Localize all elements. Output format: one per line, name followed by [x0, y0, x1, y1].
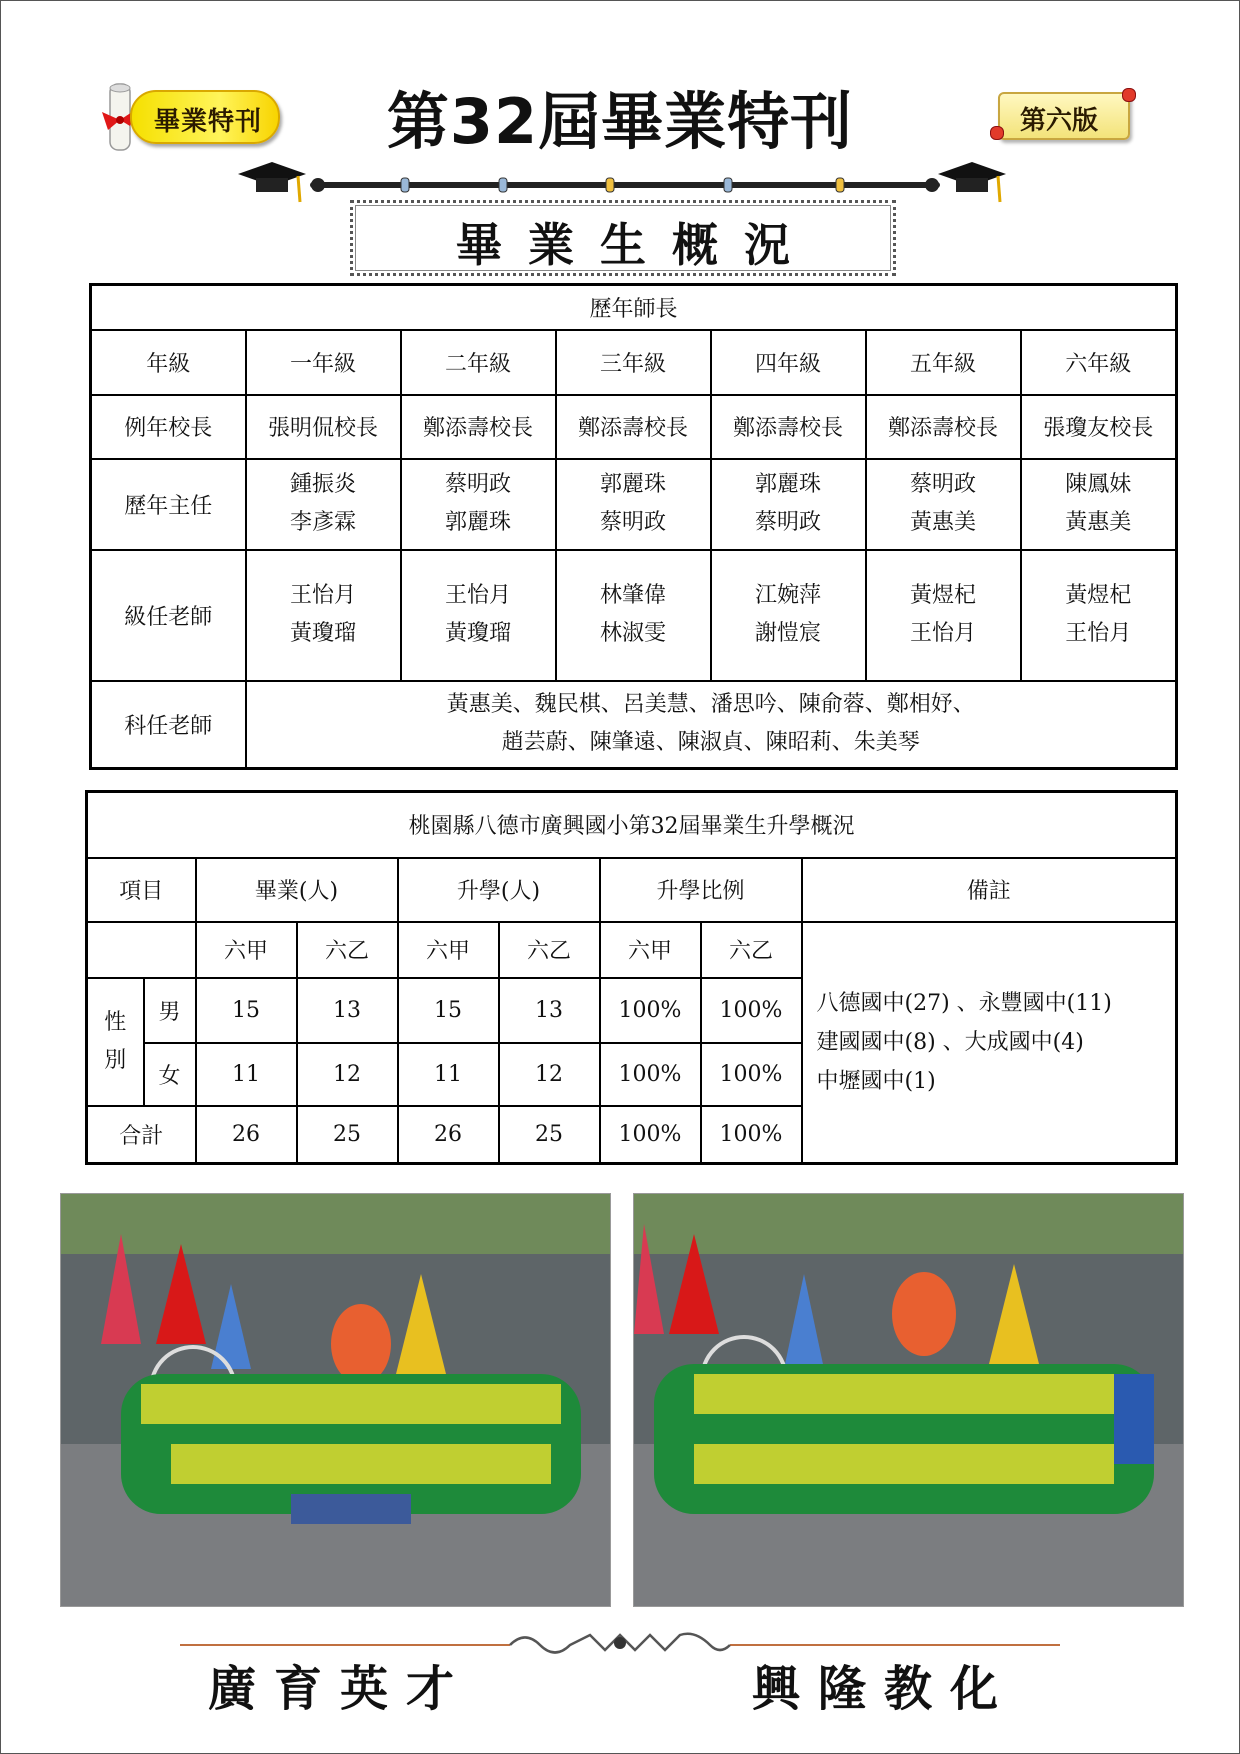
class-b-header: 六乙 — [499, 922, 600, 978]
female-value: 11 — [398, 1043, 499, 1106]
grade-header: 三年級 — [556, 330, 711, 395]
total-value: 25 — [499, 1106, 600, 1164]
director-cell — [401, 459, 556, 550]
note-line: 八德國中(27) 、永豐國中(11) — [816, 990, 1112, 1016]
class-teacher-cell — [556, 550, 711, 681]
total-value: 25 — [297, 1106, 398, 1164]
subject-teachers-line: 黃惠美、魏民棋、呂美慧、潘思吟、陳俞蓉、鄭相妤、 — [446, 692, 975, 718]
female-value: 100% — [600, 1043, 701, 1106]
grade-header: 一年級 — [246, 330, 401, 395]
director-cell — [1021, 459, 1177, 550]
class-teacher-name: 謝愷宸 — [754, 621, 821, 646]
graduates-table — [85, 790, 1178, 1165]
director-cell — [711, 459, 866, 550]
class-photo-left — [60, 1193, 611, 1607]
male-value: 13 — [499, 978, 600, 1043]
principal-cell: 鄭添壽校長 — [401, 395, 556, 459]
director-name: 蔡明政 — [444, 472, 511, 497]
group-photo-image — [61, 1194, 610, 1606]
class-teacher-name: 黃煜杞 — [909, 583, 976, 608]
total-value: 100% — [701, 1106, 802, 1164]
grade-label: 年級 — [91, 330, 246, 395]
class-a-header: 六甲 — [196, 922, 297, 978]
class-teacher-cell — [1021, 550, 1177, 681]
footer-motto-left: 廣育英才 — [208, 1661, 473, 1717]
total-value: 100% — [600, 1106, 701, 1164]
director-cell — [556, 459, 711, 550]
principal-cell: 鄭添壽校長 — [711, 395, 866, 459]
graduation-cap-icon — [238, 162, 306, 202]
director-name: 蔡明政 — [909, 472, 976, 497]
class-teacher-name: 江婉萍 — [754, 583, 821, 608]
subject-teacher-label: 科任老師 — [91, 681, 246, 769]
badge-plate — [998, 92, 1130, 140]
total-label: 合計 — [87, 1106, 196, 1164]
director-name: 郭麗珠 — [754, 472, 821, 497]
director-name: 黃惠美 — [909, 510, 976, 535]
class-teacher-name: 王怡月 — [1065, 621, 1132, 646]
class-photo-right — [633, 1193, 1184, 1607]
class-teacher-cell — [866, 550, 1021, 681]
female-label: 女 — [144, 1043, 196, 1106]
gender-label-char: 別 — [104, 1047, 127, 1073]
grade-header: 四年級 — [711, 330, 866, 395]
director-name: 蔡明政 — [599, 510, 666, 535]
special-issue-badge — [100, 82, 278, 142]
director-name: 鍾振炎 — [289, 472, 356, 497]
class-teacher-cell — [711, 550, 866, 681]
principal-cell: 張瓊友校長 — [1021, 395, 1177, 459]
page-number-badge — [990, 86, 1150, 144]
footer-motto-right: 興隆教化 — [752, 1661, 1017, 1717]
badge-left-text: 畢業特刊 — [154, 107, 263, 137]
note-header: 備註 — [802, 858, 1177, 922]
class-a-header: 六甲 — [600, 922, 701, 978]
principal-cell: 鄭添壽校長 — [556, 395, 711, 459]
director-cell — [866, 459, 1021, 550]
principal-cell: 鄭添壽校長 — [866, 395, 1021, 459]
male-value: 100% — [600, 978, 701, 1043]
item-header: 項目 — [87, 858, 196, 922]
male-value: 13 — [297, 978, 398, 1043]
director-name: 李彥霖 — [289, 510, 356, 535]
class-teacher-name: 林淑雯 — [599, 621, 666, 646]
director-name: 陳鳳妹 — [1065, 472, 1132, 497]
graduated-header: 畢業(人) — [196, 858, 398, 922]
section-title: 畢業生概況 — [456, 218, 816, 272]
grade-header: 六年級 — [1021, 330, 1177, 395]
male-value: 15 — [398, 978, 499, 1043]
principal-label: 例年校長 — [91, 395, 246, 459]
total-value: 26 — [398, 1106, 499, 1164]
subject-teachers-line: 趙芸蔚、陳肇遠、陳淑貞、陳昭莉、朱美琴 — [501, 730, 920, 756]
badge-pill — [130, 90, 280, 144]
graduation-cap-icon — [938, 162, 1006, 202]
female-value: 12 — [297, 1043, 398, 1106]
teachers-table-caption: 歷年師長 — [91, 285, 1177, 330]
enrolled-header: 升學(人) — [398, 858, 600, 922]
director-name: 黃惠美 — [1065, 510, 1132, 535]
subject-teachers-cell — [246, 681, 1177, 769]
class-teacher-cell — [401, 550, 556, 681]
class-teacher-name: 王怡月 — [909, 621, 976, 646]
ratio-header: 升學比例 — [600, 858, 802, 922]
empty-cell — [87, 922, 196, 978]
class-teacher-name: 王怡月 — [289, 583, 356, 608]
director-cell — [246, 459, 401, 550]
grade-header: 五年級 — [866, 330, 1021, 395]
red-pin-icon — [990, 126, 1004, 140]
male-label: 男 — [144, 978, 196, 1043]
class-teacher-name: 王怡月 — [444, 583, 511, 608]
class-teacher-name: 黃瓊瑠 — [289, 621, 356, 646]
page-title: 第32屆畢業特刊 — [386, 85, 854, 158]
class-teacher-name: 黃煜杞 — [1065, 583, 1132, 608]
note-line: 中壢國中(1) — [816, 1068, 936, 1094]
grade-header: 二年級 — [401, 330, 556, 395]
director-label: 歷年主任 — [91, 459, 246, 550]
female-value: 11 — [196, 1043, 297, 1106]
gender-label-char: 性 — [104, 1009, 127, 1035]
female-value: 12 — [499, 1043, 600, 1106]
class-b-header: 六乙 — [297, 922, 398, 978]
male-value: 15 — [196, 978, 297, 1043]
director-name: 蔡明政 — [754, 510, 821, 535]
graduates-table-caption: 桃園縣八德市廣興國小第32屆畢業生升學概況 — [87, 792, 1177, 858]
teachers-table — [89, 283, 1178, 770]
class-teacher-label: 級任老師 — [91, 550, 246, 681]
red-pin-icon — [1122, 88, 1136, 102]
female-value: 100% — [701, 1043, 802, 1106]
class-teacher-name: 林肇偉 — [599, 583, 666, 608]
class-teacher-cell — [246, 550, 401, 681]
director-name: 郭麗珠 — [599, 472, 666, 497]
badge-right-text: 第六版 — [1020, 106, 1099, 136]
class-teacher-name: 黃瓊瑠 — [444, 621, 511, 646]
note-line: 建國國中(8) 、大成國中(4) — [816, 1029, 1084, 1055]
class-a-header: 六甲 — [398, 922, 499, 978]
section-title-frame — [350, 200, 896, 276]
principal-cell: 張明侃校長 — [246, 395, 401, 459]
notes-cell — [802, 922, 1177, 1164]
gender-label — [87, 978, 144, 1106]
director-name: 郭麗珠 — [444, 510, 511, 535]
male-value: 100% — [701, 978, 802, 1043]
class-b-header: 六乙 — [701, 922, 802, 978]
total-value: 26 — [196, 1106, 297, 1164]
group-photo-image — [634, 1194, 1183, 1606]
